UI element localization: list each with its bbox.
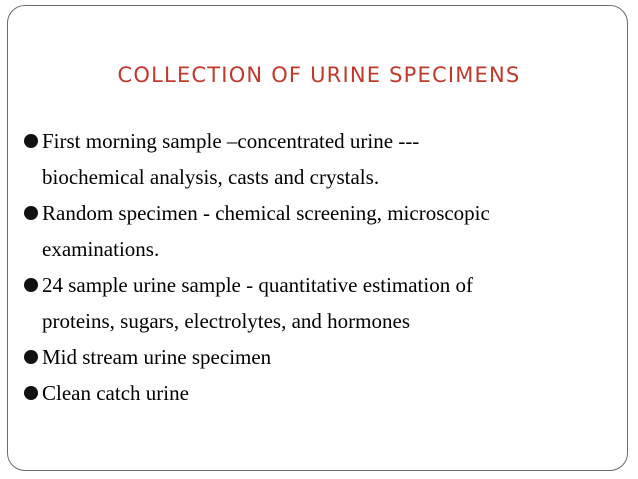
bullet-icon [24,278,38,292]
bullet-icon [24,134,38,148]
bullet-text-line: 24 sample urine sample - quantitative estimation of [42,273,473,297]
bullet-item-first-morning-sample [24,123,604,195]
bullet-item-24-hour-sample [24,267,604,339]
bullet-item-random-specimen [24,195,604,267]
bullet-text-continuation: biochemical analysis, casts and crystals. [42,165,380,189]
bullet-text-line: Random specimen - chemical screening, microscopic [42,201,490,225]
bullet-item-clean-catch [24,375,604,411]
bullet-list [24,123,604,411]
bullet-text-continuation: examinations. [42,237,160,261]
slide-title: COLLECTION OF URINE SPECIMENS [117,63,521,87]
bullet-text-line: Clean catch urine [42,381,189,405]
bullet-text-continuation: proteins, sugars, electrolytes, and hormones [42,309,410,333]
bullet-text-line: Mid stream urine specimen [42,345,272,369]
bullet-icon [24,386,38,400]
bullet-text-line: First morning sample –concentrated urine --- [42,129,420,153]
bullet-icon [24,206,38,220]
bullet-icon [24,350,38,364]
bullet-item-mid-stream [24,339,604,375]
